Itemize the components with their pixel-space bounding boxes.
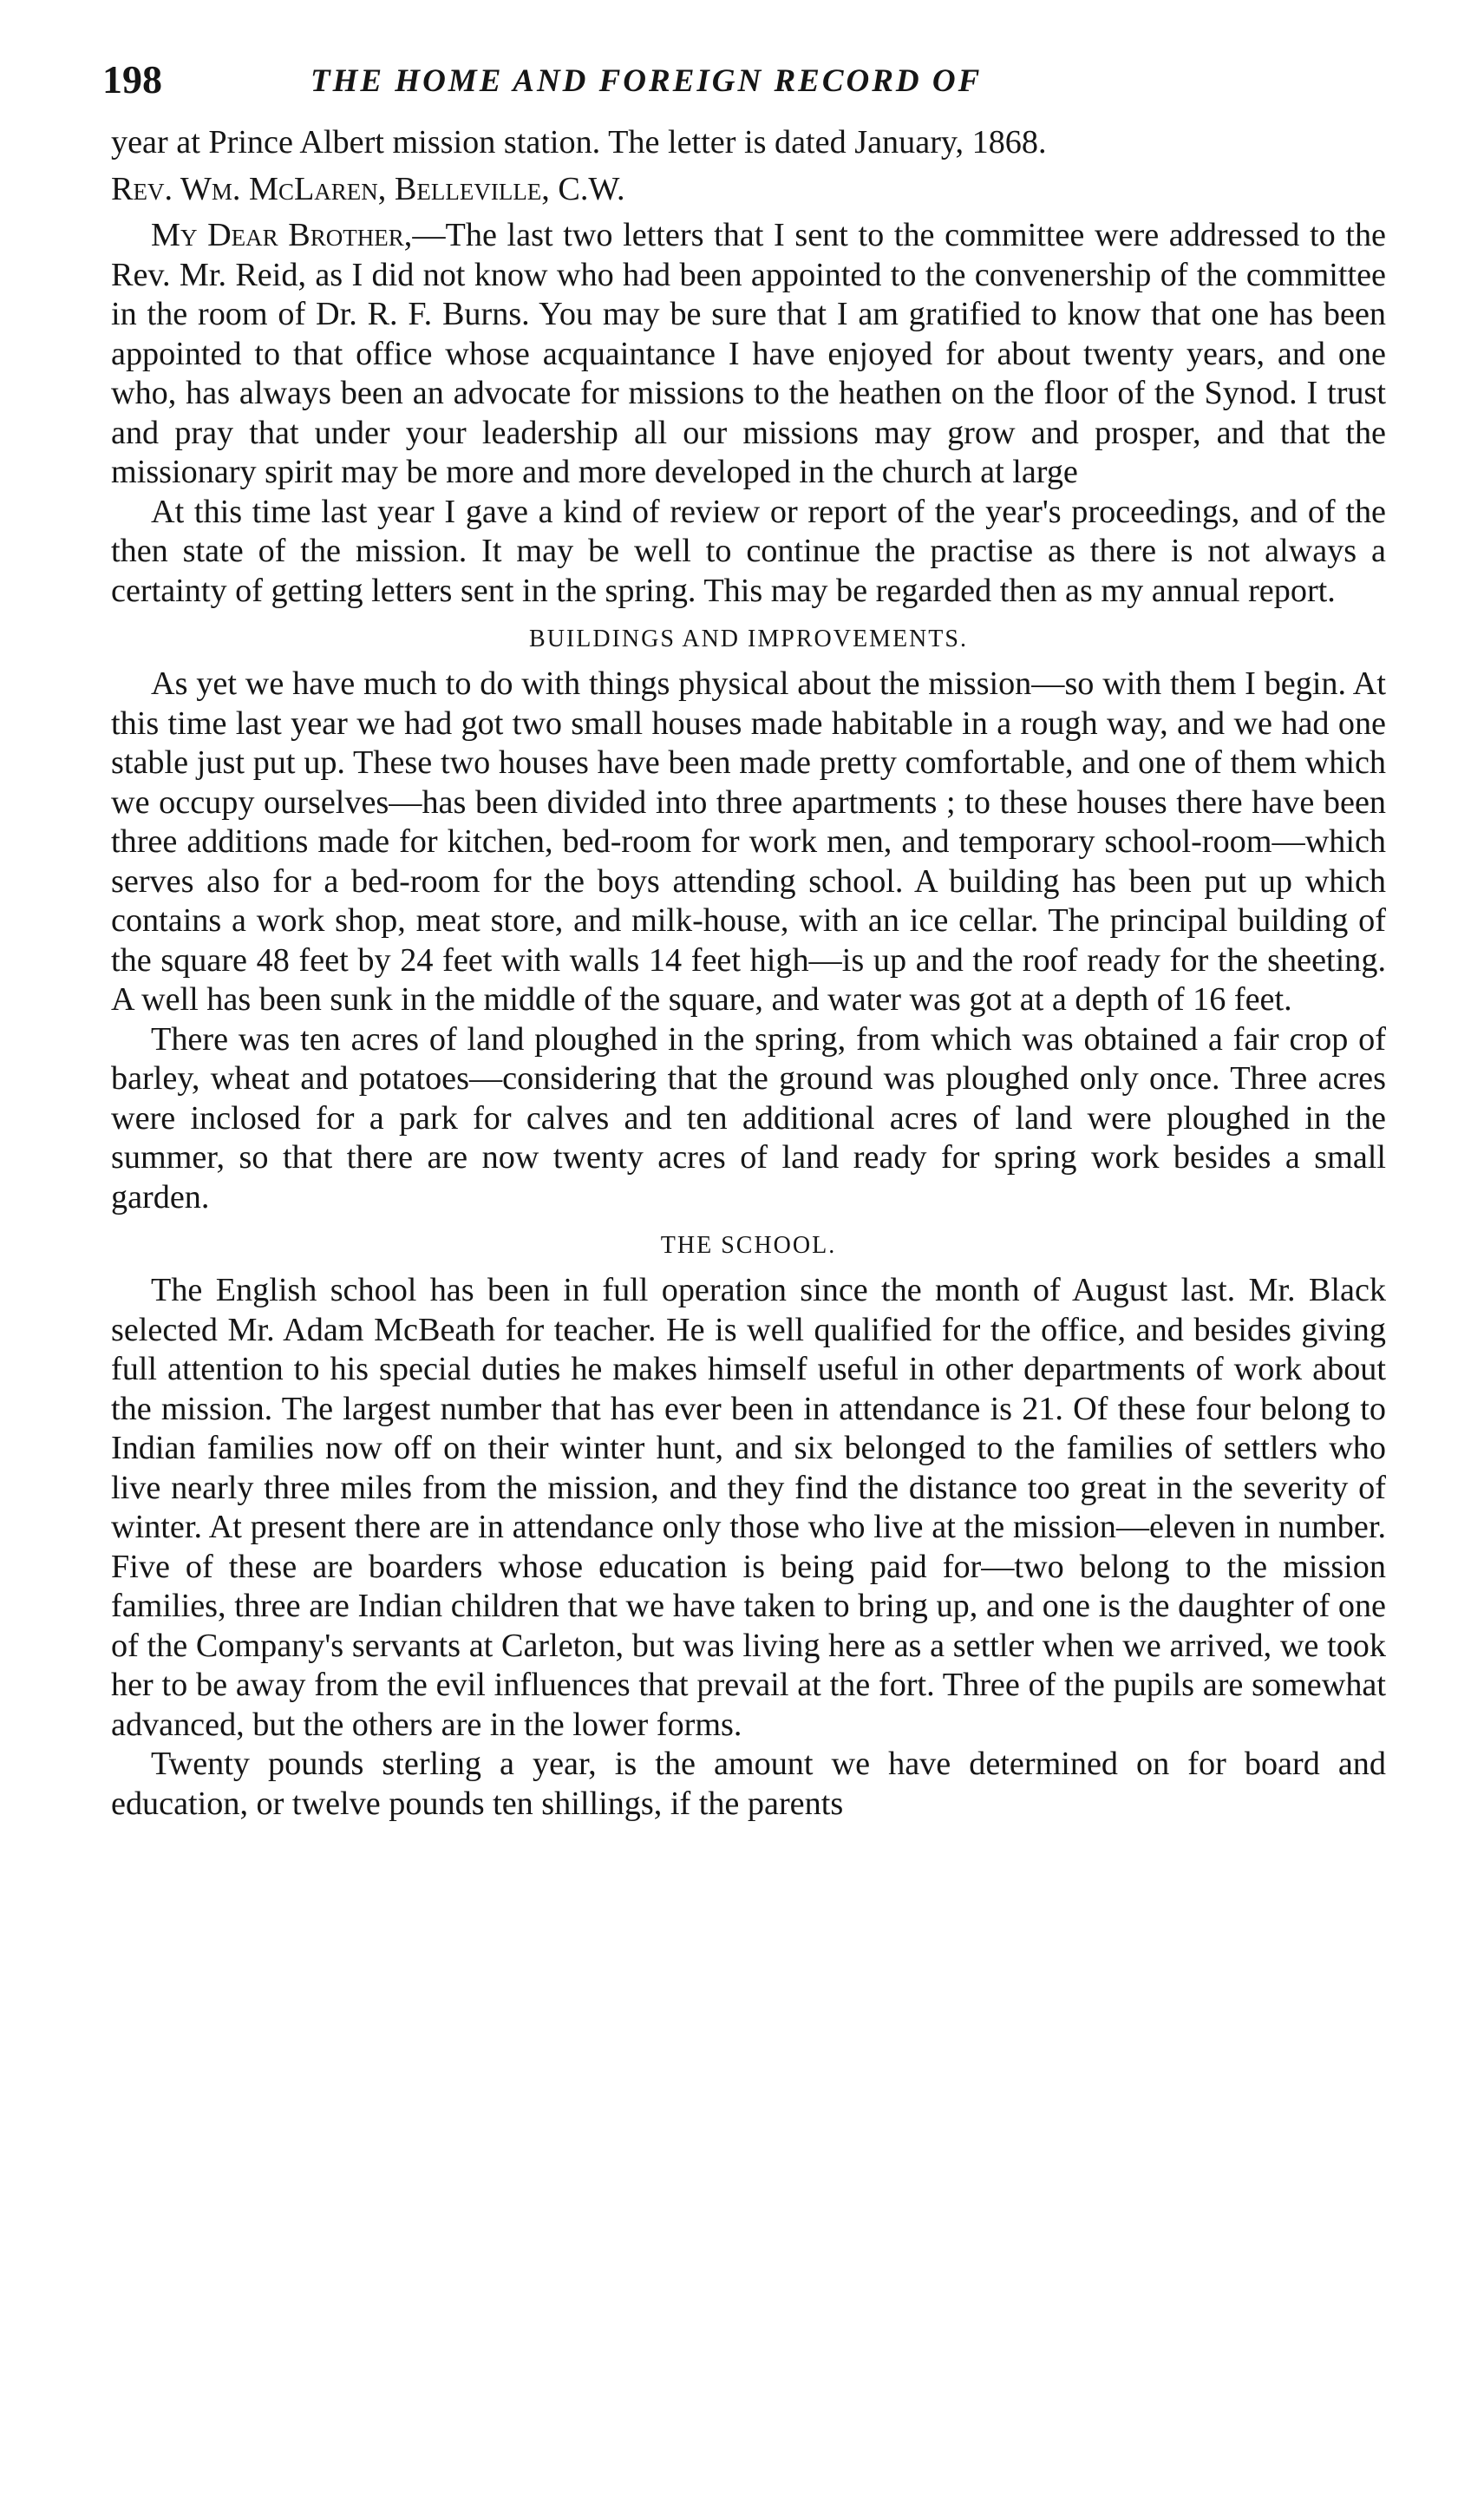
article-body (111, 123, 1386, 1824)
paragraph: As yet we have much to do with things physical about the mission—so with them I begin. At this time last year we had got two small houses made habitable in a rough way, and we had one stable just put up. These two houses have been made pretty comfortable, and one of them which we occupy ourselves—has been divided into three apartments ; to these houses there have been three additions made for kitchen, bed-room for work men, and temporary school-room—which serves also for a bed-room for the boys attending school. A building has been put up which contains a work shop, meat store, and milk-house, with an ice cellar. The principal building of the square 48 feet by 24 feet with walls 14 feet high—is up and the roof ready for the sheeting. A well has been sunk in the middle of the square, and water was got at a depth of 16 feet. (111, 665, 1386, 1018)
running-head: THE HOME AND FOREIGN RECORD OF (311, 63, 983, 99)
addressee-line: Rev. Wm. McLaren, Belleville, C.W. (111, 170, 625, 207)
paragraph: At this time last year I gave a kind of review or report of the year's proceedings, and of the then state of the mission. It may be well to continue the practise as there is not always a certainty of getting letters sent in the spring. This may be regarded then as my annual report. (111, 493, 1386, 609)
paragraph: year at Prince Albert mission station. The letter is dated January, 1868. (111, 124, 1047, 161)
paragraph: The English school has been in full operation since the month of August last. Mr. Black selected Mr. Adam McBeath for teacher. He is well qualified for the office, and besides giving full attention to his special duties he makes himself useful in other departments of work about the mission. The largest number that has ever been in attendance is 21. Of these four belong to Indian families now off on their winter hunt, and six belonged to the families of settlers who live nearly three miles from the mission, and they find the distance too great in the severity of winter. At present there are in attendance only those who live at the mission—eleven in number. Five of these are boarders whose education is being paid for—two belong to the mission families, three are Indian children that we have taken to bring up, and one is the daughter of one of the Company's servants at Carleton, but was living here as a settler when we arrived, we took her to be away from the evil influences that prevail at the fort. Three of the pupils are somewhat advanced, but the others are in the lower forms. (111, 1272, 1386, 1743)
paragraph-body: —The last two letters that I sent to the committee were addressed to the Rev. Mr. Reid, as I did not know who had been appointed to the convenership of the committee in the room of Dr. R. F. Burns. You may be sure that I am gratified to know that one has been appointed to that office whose acquaintance I have enjoyed for about twenty years, and one who, has always been an advocate for missions to the heathen on the floor of the Synod. I trust and pray that under your leadership all our missions may grow and prosper, and that the missionary spirit may be more and more developed in the church at large (111, 217, 1386, 490)
paragraph: Twenty pounds sterling a year, is the amount we have determined on for board and education, or twelve pounds ten shillings, if the parents (111, 1746, 1386, 1822)
page-number: 198 (102, 57, 162, 102)
salutation: My Dear Brother, (151, 217, 413, 253)
paragraph: There was ten acres of land ploughed in the spring, from which was obtained a fair crop of barley, wheat and potatoes—considering that the ground was ploughed only once. Three acres were inclosed for a park for calves and ten additional acres of land were ploughed in the summer, so that there are now twenty acres of land ready for spring work besides a small garden. (111, 1020, 1386, 1215)
section-heading-buildings: BUILDINGS AND IMPROVEMENTS. (529, 626, 968, 652)
section-heading-school: THE SCHOOL. (660, 1232, 837, 1259)
letter-opening-paragraph (111, 216, 1386, 493)
page-header (102, 54, 1386, 106)
